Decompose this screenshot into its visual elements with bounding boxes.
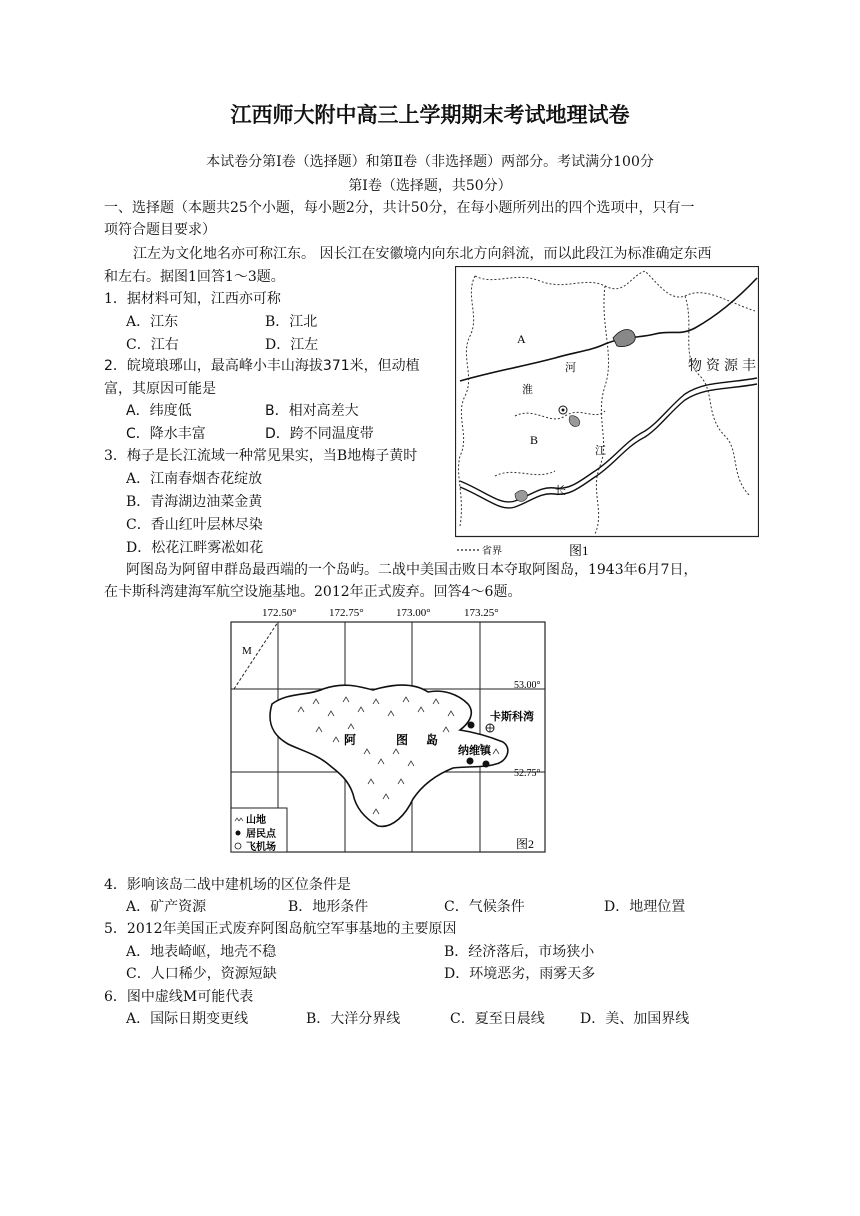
q4-option-c: C．气候条件: [444, 899, 525, 915]
q1-option-a: A．江东: [126, 314, 179, 330]
label-b: B: [530, 433, 539, 447]
q2-stem-tail: 物资源丰: [688, 358, 760, 374]
q6-option-d: D．美、加国界线: [580, 1011, 690, 1027]
legend-mountain-label: 山地: [246, 815, 266, 826]
passage2-line-2: 在卡斯科湾建海军航空设施基地。2012年正式废弃。回答4～6题。: [104, 584, 522, 600]
figure-1-frame: [456, 267, 759, 537]
q5-option-d: D．环境恶劣，雨雾天多: [444, 966, 596, 982]
figure-2-map: [228, 604, 550, 854]
q1-option-d: D．江左: [265, 337, 319, 353]
province-boundary-inner: [495, 411, 605, 476]
q2-option-a: A．纬度低: [126, 403, 192, 419]
legend-airport-label: 飞机场: [246, 842, 276, 853]
q4-option-b: B．地形条件: [288, 899, 369, 915]
island-name-1: 阿: [344, 733, 357, 747]
q2-option-d: D．跨不同温度带: [265, 426, 374, 442]
settlement-east: [483, 761, 490, 768]
q4-stem: 4．影响该岛二战中建机场的区位条件是: [104, 877, 351, 893]
lat-label-2: 52.75°: [514, 768, 541, 779]
dashed-line-m: [234, 622, 278, 689]
label-huai: 淮: [522, 384, 533, 396]
q3-stem: 3．梅子是长江流域一种常见果实，当B地梅子黄时: [104, 448, 418, 464]
label-m: M: [242, 645, 252, 657]
q1-option-c: C．江右: [126, 337, 179, 353]
legend-settlement-symbol: [236, 831, 241, 836]
capital-symbol-dot: [562, 409, 565, 412]
label-navy-town: 纳维镇: [458, 744, 491, 757]
lake-shape: [613, 330, 635, 347]
q4-option-d: D．地理位置: [604, 899, 686, 915]
island-name-2: 图: [396, 733, 409, 747]
q6-option-b: B．大洋分界线: [306, 1011, 401, 1027]
passage1-line-2: 和左右。据图1回答1～3题。: [104, 269, 285, 285]
province-boundary: [459, 271, 755, 534]
south-lake: [515, 491, 527, 502]
q4-option-a: A．矿产资源: [126, 899, 207, 915]
lon-label-4: 173.25°: [464, 607, 499, 619]
label-a: A: [517, 332, 526, 346]
small-lake: [569, 416, 580, 427]
intro-line-1: 本试卷分第Ⅰ卷（选择题）和第Ⅱ卷（非选择题）两部分。考试满分100分: [206, 154, 654, 170]
q5-stem: 5．2012年美国正式废弃阿图岛航空军事基地的主要原因: [104, 921, 457, 937]
passage1-line-1: 江左为文化地名亦可称江东。 因长江在安徽境内向东北方向斜流，而以此段江为标准确定东西: [133, 246, 712, 262]
settlement-navy-town: [467, 758, 474, 765]
q1-stem: 1．据材料可知，江西亦可称: [104, 291, 281, 307]
lon-label-2: 172.75°: [329, 607, 364, 619]
legend-boundary-label: 省界: [482, 546, 502, 557]
q6-option-c: C．夏至日晨线: [450, 1011, 545, 1027]
intro-line-2: 第Ⅰ卷（选择题，共50分）: [348, 178, 512, 194]
passage2-line-1: 阿图岛为阿留申群岛最西端的一个岛屿。二战中美国击败日本夺取阿图岛，1943年6月7日，: [126, 562, 698, 578]
settlement-casco-bay: [468, 722, 475, 729]
q6-stem: 6．图中虚线M可能代表: [104, 989, 254, 1005]
lat-label-1: 53.00°: [514, 680, 541, 691]
yangtze-river-bank-2: [460, 384, 757, 508]
section-heading-line-2: 项符合题目要求）: [104, 222, 216, 238]
figure-1-caption: 图1: [569, 543, 589, 558]
island-name-3: 岛: [426, 733, 439, 747]
q2-option-c: C．降水丰富: [126, 426, 206, 442]
label-he: 河: [565, 362, 576, 374]
figure-1-map: [455, 266, 759, 562]
section-heading-line-1: 一、选择题（本题共25个小题，每小题2分，共计50分，在每小题所列出的四个选项中，只有一: [104, 200, 695, 216]
q3-option-b: B．青海湖边油菜金黄: [126, 494, 263, 510]
q3-option-c: C．香山红叶层林尽染: [126, 517, 263, 533]
q1-option-b: B．江北: [265, 314, 318, 330]
page-title: 江西师大附中高三上学期期末考试地理试卷: [230, 103, 630, 127]
label-chang: 长: [555, 485, 566, 497]
huai-river: [460, 278, 757, 381]
q5-option-b: B．经济落后，市场狭小: [444, 944, 595, 960]
figure-2-caption: 图2: [516, 837, 535, 851]
lon-label-1: 172.50°: [262, 607, 297, 619]
label-jiang: 江: [595, 445, 606, 457]
q3-option-a: A．江南春烟杏花绽放: [126, 471, 263, 487]
q6-option-a: A．国际日期变更线: [126, 1011, 249, 1027]
q5-option-a: A．地表崎岖，地壳不稳: [126, 944, 277, 960]
q2-stem-line-1: 2．皖境琅琊山，最高峰小丰山海拔371米，但动植: [104, 358, 420, 374]
legend-settlement-label: 居民点: [246, 829, 276, 840]
lon-label-3: 173.00°: [396, 607, 431, 619]
q2-stem-line-2: 富，其原因可能是: [104, 381, 216, 397]
label-casco-bay: 卡斯科湾: [490, 710, 534, 723]
yangtze-river-bank-1: [460, 378, 757, 502]
q5-option-c: C．人口稀少，资源短缺: [126, 966, 277, 982]
q2-option-b: B．相对高差大: [265, 403, 359, 419]
q3-option-d: D．松花江畔雾凇如花: [126, 540, 264, 556]
